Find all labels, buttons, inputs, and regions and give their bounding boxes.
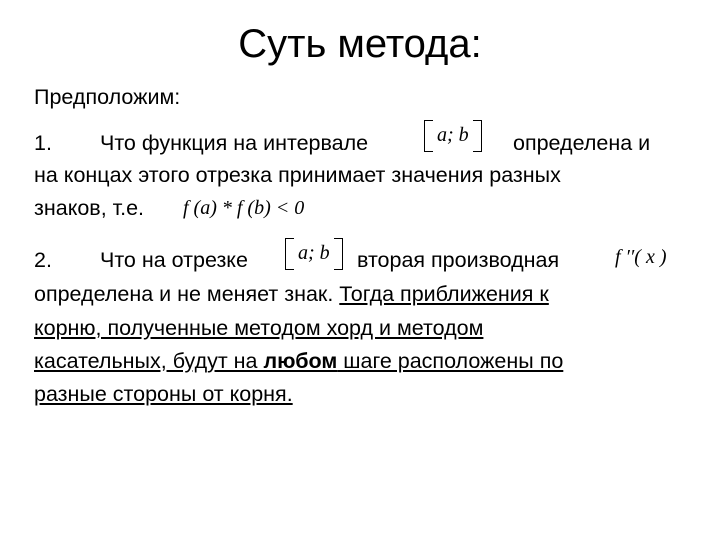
item2-line1 [34, 245, 248, 275]
slide-title: Суть метода: [238, 22, 482, 66]
item1-interval [424, 120, 482, 152]
item1-formula: f (a) * f (b) < 0 [183, 197, 305, 219]
second-derivative: f ′′( x ) [615, 246, 667, 268]
item1-number: 1. [34, 131, 52, 155]
item1-line1 [34, 128, 368, 158]
right-bracket [334, 238, 343, 270]
intro-text: Предположим: [34, 85, 181, 109]
item2-number: 2. [34, 248, 52, 272]
item1-line2: на концах этого отрезка принимает значения разных [34, 163, 561, 187]
item2-line4 [34, 346, 563, 376]
interval-text: a; b [298, 241, 330, 264]
item1-text-b: определена и [513, 131, 651, 155]
interval-text: a; b [437, 123, 469, 146]
item2-line2-underlined: Тогда приближения к [339, 282, 549, 306]
item2-line4-bold: любом [263, 349, 338, 373]
item2-line4-b: шаге расположены по [337, 349, 564, 373]
item2-line5: разные стороны от корня. [34, 382, 293, 406]
item2-interval [285, 238, 343, 270]
item2-text-b: вторая производная [357, 248, 560, 272]
left-bracket [424, 120, 433, 152]
item2-line2-plain: определена и не меняет знак. [34, 282, 340, 306]
item2-line4-a: касательных, будут на [34, 349, 264, 373]
item2-line2 [34, 279, 549, 309]
item1-line3: знаков, т.е. [34, 196, 145, 220]
item1-text-a: Что функция на интервале [100, 131, 369, 155]
item2-text-a: Что на отрезке [100, 248, 248, 272]
item2-line3: корню, полученные методом хорд и методом [34, 316, 484, 340]
right-bracket [473, 120, 482, 152]
left-bracket [285, 238, 294, 270]
